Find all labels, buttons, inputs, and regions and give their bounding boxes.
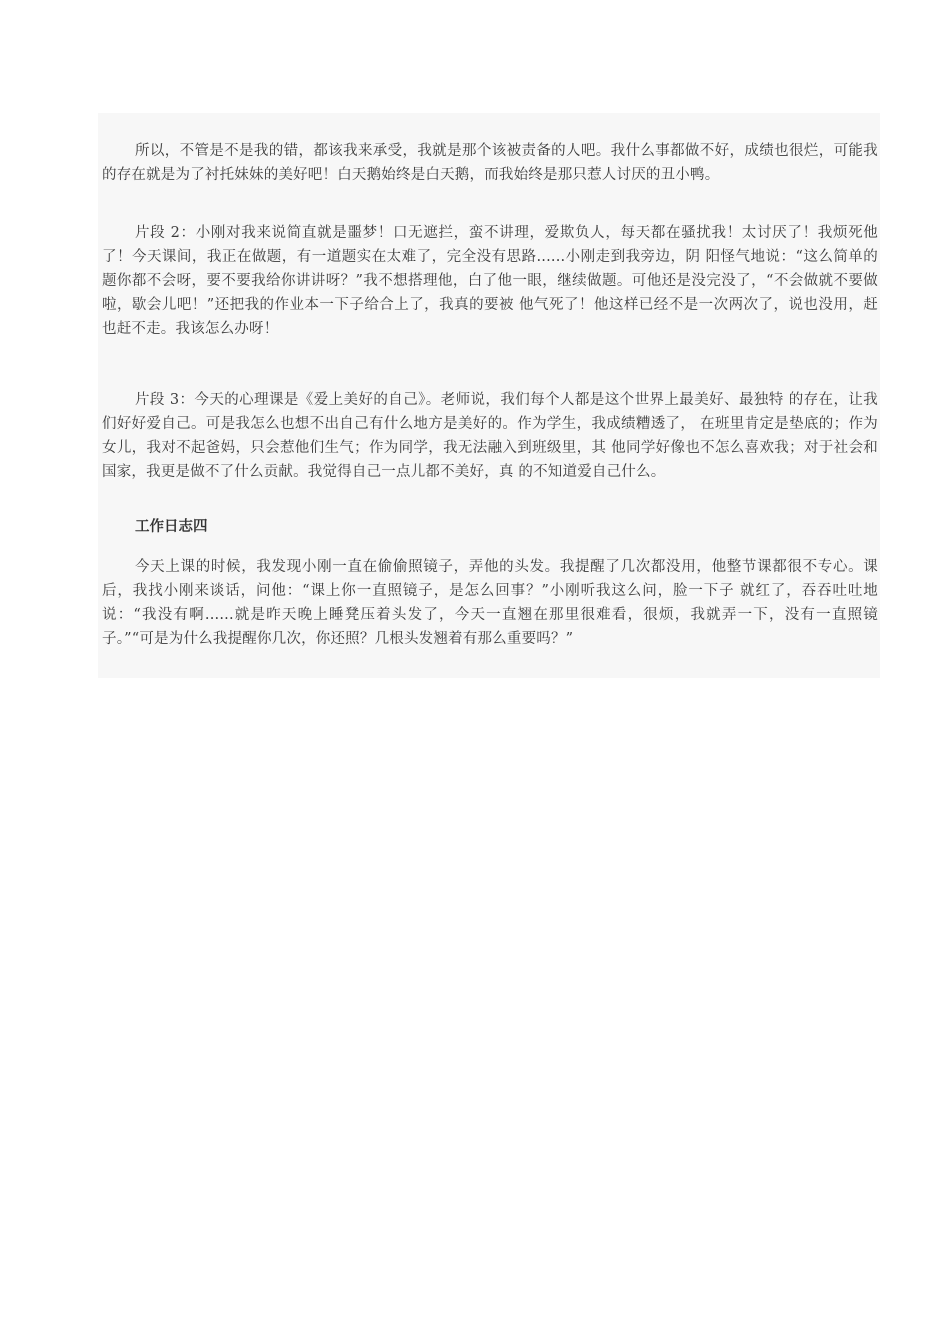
document-content bbox=[98, 113, 880, 678]
paragraph-3: 片段 3：今天的心理课是《爱上美好的自己》。老师说，我们每个人都是这个世界上最美好、最独特 的存在，让我们好好爱自己。可是我怎么也想不出自己有什么地方是美好的。作为学生，我成绩糟透了， 在班里肯定是垫底的；作为女儿，我对不起爸妈，只会惹他们生气；作为同学，我无法融入到班级里，其 他同学好像也不怎么喜欢我；对于社会和国家，我更是做不了什么贡献。我觉得自己一点儿都不美好，真 的不知道爱自己什么。 bbox=[102, 392, 878, 480]
paragraph-1: 所以，不管是不是我的错，都该我来承受，我就是那个该被责备的人吧。我什么事都做不好，成绩也很烂，可能我的存在就是为了衬托妹妹的美好吧！白天鹅始终是白天鹅，而我始终是那只惹人讨厌的丑小鸭。 bbox=[102, 143, 878, 183]
paragraph-2: 片段 2：小刚对我来说简直就是噩梦！口无遮拦，蛮不讲理，爱欺负人，每天都在骚扰我！太讨厌了！我烦死他了！今天课间，我正在做题，有一道题实在太难了，完全没有思路......小刚走到我旁边，阴 阳怪气地说：“这么简单的题你都不会呀，要不要我给你讲讲呀？”我不想搭理他，白了他一眼，继续做题。可他还是没完没了，“不会做就不要做啦，歇会儿吧！”还把我的作业本一下子给合上了，我真的要被 他气死了！他这样已经不是一次两次了，说也没用，赶也赶不走。我该怎么办呀！ bbox=[102, 225, 878, 337]
paragraph-4: 今天上课的时候，我发现小刚一直在偷偷照镜子，弄他的头发。我提醒了几次都没用，他整节课都很不专心。课后，我找小刚来谈话，问他：“课上你一直照镜子，是怎么回事？”小刚听我这么问，脸一下子 就红了，吞吞吐吐地说：“我没有啊......就是昨天晚上睡凳压着头发了，今天一直翘在那里很难看，很烦，我就弄一下，没有一直照镜子。”“可是为什么我提醒你几次，你还照？几根头发翘着有那么重要吗？” bbox=[102, 559, 878, 647]
section-heading: 工作日志四 bbox=[135, 519, 208, 535]
